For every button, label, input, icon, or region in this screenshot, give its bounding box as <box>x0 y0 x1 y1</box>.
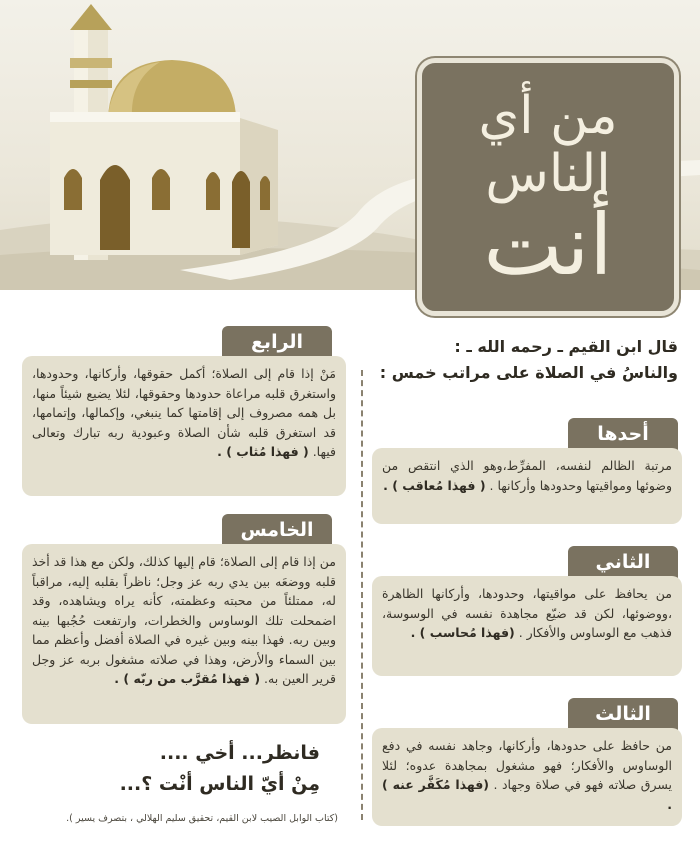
level-2-heading: الثاني <box>568 546 678 578</box>
level-4-text: مَنْ إذا قام إلى الصلاة؛ أكمل حقوقها، وأركانها، وحدودها، واستغرق قلبه مراعاة حدودها وحقوقها، لئلا يضيع شيئاً منها، بل همه مصروف إلى إقامتها كما ينبغي، وإكمالها، وإتمامها، قد استغرق قلبه شأن الصلاة وعبودية ربه تبارك وتعالى فيها. <box>32 366 336 459</box>
title-line-3: أنت <box>483 196 613 294</box>
level-3-heading: الثالث <box>568 698 678 730</box>
level-3-verdict: (فهذا مُكَفَّر عنه ) . <box>382 777 672 812</box>
closing-line-1: فانظر... أخي .... <box>159 742 320 764</box>
level-3-text: من حافظ على حدودها، وأركانها، وجاهد نفسه في دفع الوساوس والأفكار؛ فهو مشغول بمجاهدة عدوه؛ لئلا يسرق صلاته فهو في صلاة وجهاد . <box>382 738 672 792</box>
level-4-verdict: ( فهذا مُثاب ) . <box>217 444 309 459</box>
intro-text <box>358 334 678 386</box>
level-5-text: من إذا قام إلى الصلاة؛ قام إليها كذلك، ولكن مع هذا قد أخذ قلبه ووضعَه بين يدي ربه عز وجل؛ ناظراً بقلبه إليه، مراقباً له، ممتلئاً من محبته وعظمته، كأنه يراه ويشاهده، وقد اضمحلت تلك الوساوس والخطرات، وارتفعت حُجُبها بينه وبين ربه. فهذا بينه وبين غيره في الصلاة أفضل وأعظم مما بين السماء والأرض، وهذا في صلاته مشغول بربه عز وجل قرير العين به. <box>32 554 336 686</box>
level-5-verdict: ( فهذا مُقرَّب من ربّه ) . <box>114 671 261 686</box>
level-1-card <box>372 448 682 524</box>
title-line-1: من أي <box>478 86 618 146</box>
level-4-heading: الرابع <box>222 326 332 358</box>
level-5-card <box>22 544 346 724</box>
level-3-card <box>372 728 682 826</box>
source-citation: (كتاب الوابل الصيب لابن القيم، تحقيق سليم الهلالي ، بتصرف يسير ). <box>66 813 338 824</box>
column-divider <box>361 370 363 820</box>
level-2-text: من يحافظ على مواقيتها، وحدودها، وأركانها الظاهرة ،ووضوئها، لكن قد ضيّع مجاهدة نفسه في الوسوسة، فذهب مع الوساوس والأفكار . <box>382 586 672 640</box>
level-1-heading: أحدها <box>568 418 678 450</box>
level-1-text: مرتبة الظالم لنفسه، المفرِّط،وهو الذي انتقص من وضوئها ومواقيتها وحدودها وأركانها . <box>382 458 672 493</box>
level-2-card <box>372 576 682 676</box>
level-2-verdict: (فهذا مُحاسب ) . <box>410 625 515 640</box>
intro-line-2: والناسُ في الصلاة على مراتب خمس : <box>379 363 678 382</box>
title-box <box>417 58 679 316</box>
level-4-card <box>22 356 346 496</box>
closing-question <box>30 738 320 800</box>
level-1-verdict: ( فهذا مُعاقب ) . <box>383 477 486 493</box>
title-line-2: الناس <box>485 144 611 204</box>
level-5-heading: الخامس <box>222 514 332 546</box>
intro-line-1: قال ابن القيم ـ رحمه الله ـ : <box>454 337 678 356</box>
closing-line-2: مِنْ أيّ الناس أنْت ؟... <box>119 773 320 795</box>
